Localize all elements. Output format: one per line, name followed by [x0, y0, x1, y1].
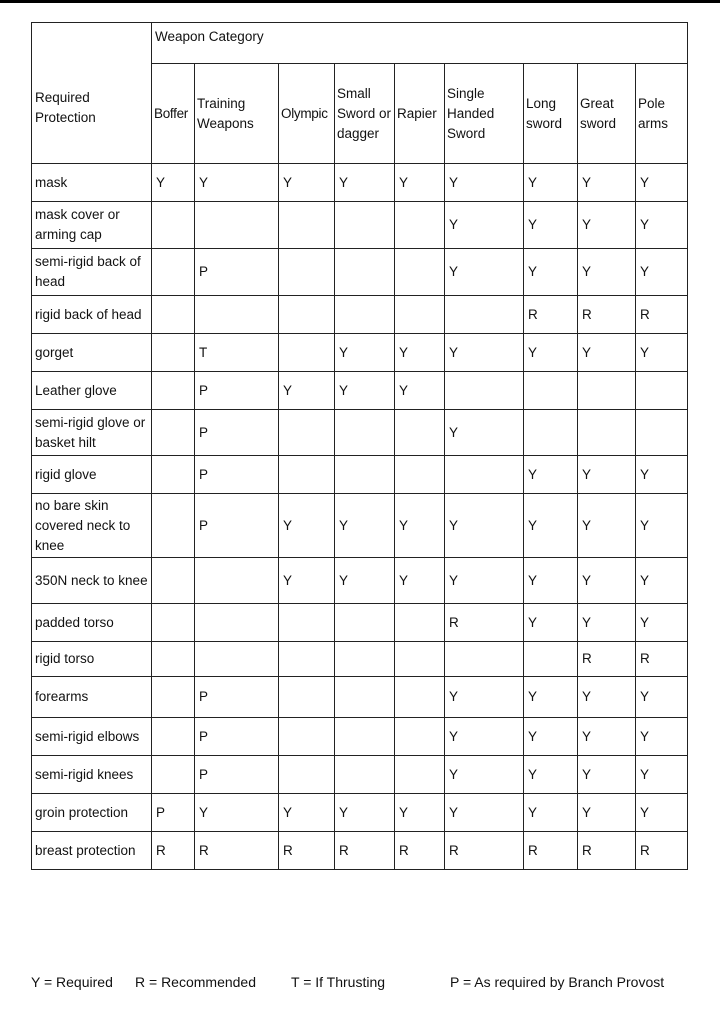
table-cell: Y — [636, 334, 688, 372]
required-protection-header: Required Protection — [32, 23, 152, 164]
table-cell: Y — [578, 718, 636, 756]
table-cell: Y — [524, 794, 578, 832]
table-cell: Y — [395, 558, 445, 604]
table-cell: Y — [578, 794, 636, 832]
table-cell — [152, 642, 195, 677]
row-label: semi-rigid glove or basket hilt — [32, 410, 152, 456]
table-cell — [279, 202, 335, 249]
row-label: no bare skin covered neck to knee — [32, 494, 152, 558]
table-cell — [524, 372, 578, 410]
table-cell: T — [195, 334, 279, 372]
table-cell — [578, 372, 636, 410]
table-cell — [152, 604, 195, 642]
table-cell — [636, 410, 688, 456]
table-cell: Y — [636, 249, 688, 296]
table-cell: Y — [524, 164, 578, 202]
table-cell — [152, 456, 195, 494]
row-label: semi-rigid knees — [32, 756, 152, 794]
table-cell: R — [636, 296, 688, 334]
table-row — [32, 756, 688, 794]
table-row — [32, 718, 688, 756]
table-row — [32, 794, 688, 832]
table-cell — [395, 410, 445, 456]
table-cell — [152, 334, 195, 372]
table-cell: Y — [279, 558, 335, 604]
table-row — [32, 677, 688, 718]
table-cell: Y — [335, 334, 395, 372]
table-cell: R — [578, 642, 636, 677]
table-cell — [335, 249, 395, 296]
table-cell: Y — [395, 334, 445, 372]
table-cell — [152, 372, 195, 410]
table-row — [32, 456, 688, 494]
table-cell — [636, 372, 688, 410]
table-cell — [152, 677, 195, 718]
table-cell: P — [195, 410, 279, 456]
row-label: rigid torso — [32, 642, 152, 677]
table-row — [32, 604, 688, 642]
table-cell: Y — [578, 334, 636, 372]
column-header: Pole arms — [636, 64, 688, 164]
table-row — [32, 249, 688, 296]
table-cell: Y — [445, 677, 524, 718]
table-cell: R — [445, 832, 524, 870]
table-cell — [524, 642, 578, 677]
table-cell: P — [152, 794, 195, 832]
table-cell: Y — [445, 249, 524, 296]
table-cell: R — [636, 832, 688, 870]
legend-thrusting: T = If Thrusting — [291, 974, 386, 990]
table-row — [32, 832, 688, 870]
row-label: groin protection — [32, 794, 152, 832]
protection-table — [31, 22, 688, 870]
table-cell: Y — [636, 677, 688, 718]
table-cell — [395, 642, 445, 677]
column-header: Boffer — [152, 64, 195, 164]
table-cell: Y — [578, 202, 636, 249]
table-cell: Y — [445, 756, 524, 794]
table-cell — [152, 296, 195, 334]
table-cell: Y — [578, 456, 636, 494]
table-cell — [279, 456, 335, 494]
table-cell: Y — [445, 794, 524, 832]
table-cell: R — [636, 642, 688, 677]
table-cell: R — [195, 832, 279, 870]
row-label: mask cover or arming cap — [32, 202, 152, 249]
table-cell: Y — [578, 677, 636, 718]
table-cell — [395, 296, 445, 334]
table-cell: Y — [578, 164, 636, 202]
table-cell: Y — [279, 372, 335, 410]
row-label: breast protection — [32, 832, 152, 870]
legend-required: Y = Required — [31, 974, 113, 990]
table-cell: Y — [152, 164, 195, 202]
table-cell — [395, 202, 445, 249]
table-cell: Y — [578, 494, 636, 558]
table-cell: Y — [524, 494, 578, 558]
table-cell — [335, 718, 395, 756]
table-cell: Y — [279, 494, 335, 558]
table-cell: P — [195, 494, 279, 558]
table-row — [32, 296, 688, 334]
table-cell — [395, 718, 445, 756]
table-row — [32, 164, 688, 202]
row-label: Leather glove — [32, 372, 152, 410]
row-label: semi-rigid elbows — [32, 718, 152, 756]
table-cell — [335, 296, 395, 334]
table-cell — [152, 202, 195, 249]
table-cell — [152, 558, 195, 604]
table-cell: Y — [445, 718, 524, 756]
table-cell: Y — [636, 456, 688, 494]
table-row — [32, 372, 688, 410]
table-cell: R — [578, 296, 636, 334]
table-cell — [335, 756, 395, 794]
table-cell: Y — [395, 794, 445, 832]
table-cell: Y — [524, 202, 578, 249]
table-cell: Y — [395, 372, 445, 410]
table-cell: Y — [524, 558, 578, 604]
table-cell: Y — [636, 494, 688, 558]
table-cell — [279, 334, 335, 372]
table-cell: Y — [578, 604, 636, 642]
table-cell — [395, 456, 445, 494]
table-cell: Y — [445, 558, 524, 604]
table-cell: R — [445, 604, 524, 642]
weapon-category-header: Weapon Category — [152, 23, 688, 64]
row-label: rigid glove — [32, 456, 152, 494]
table-cell: Y — [636, 794, 688, 832]
column-header: Training Weapons — [195, 64, 279, 164]
table-cell: Y — [524, 677, 578, 718]
table-cell: Y — [636, 558, 688, 604]
table-cell — [524, 410, 578, 456]
table-cell: Y — [524, 334, 578, 372]
table-cell: Y — [524, 604, 578, 642]
row-label: padded torso — [32, 604, 152, 642]
table-cell: Y — [524, 249, 578, 296]
table-cell: Y — [636, 718, 688, 756]
table-cell — [279, 604, 335, 642]
table-cell: Y — [445, 410, 524, 456]
table-row — [32, 334, 688, 372]
table-cell: Y — [335, 558, 395, 604]
table-cell: R — [279, 832, 335, 870]
table-cell — [445, 372, 524, 410]
table-cell — [279, 718, 335, 756]
table-cell — [578, 410, 636, 456]
table-cell: Y — [335, 494, 395, 558]
row-label: mask — [32, 164, 152, 202]
table-cell: Y — [636, 604, 688, 642]
table-cell — [445, 642, 524, 677]
table-cell — [152, 718, 195, 756]
table-cell: Y — [195, 164, 279, 202]
table-cell — [445, 296, 524, 334]
table-cell: Y — [445, 494, 524, 558]
table-cell: P — [195, 456, 279, 494]
table-cell: P — [195, 677, 279, 718]
table-cell — [335, 202, 395, 249]
table-row — [32, 558, 688, 604]
table-body — [32, 164, 688, 870]
table-cell: Y — [279, 164, 335, 202]
top-rule — [0, 0, 720, 3]
table-cell — [395, 249, 445, 296]
table-cell: Y — [335, 794, 395, 832]
table-cell — [152, 410, 195, 456]
table-cell — [335, 677, 395, 718]
table-cell: Y — [195, 794, 279, 832]
column-header: Great sword — [578, 64, 636, 164]
table-cell: P — [195, 249, 279, 296]
table-cell — [279, 642, 335, 677]
table-cell — [195, 202, 279, 249]
table-cell: Y — [335, 164, 395, 202]
table-cell: Y — [578, 756, 636, 794]
table-cell — [279, 410, 335, 456]
row-label: semi-rigid back of head — [32, 249, 152, 296]
table-cell — [152, 756, 195, 794]
table-cell — [335, 642, 395, 677]
table-cell — [335, 456, 395, 494]
table-cell — [195, 604, 279, 642]
column-header: Rapier — [395, 64, 445, 164]
table-cell — [445, 456, 524, 494]
table-cell: R — [152, 832, 195, 870]
table-cell: Y — [636, 202, 688, 249]
table-cell: Y — [578, 249, 636, 296]
table-cell: P — [195, 718, 279, 756]
legend-provost: P = As required by Branch Provost — [450, 974, 665, 990]
table-cell: Y — [524, 456, 578, 494]
table-cell — [395, 604, 445, 642]
table-cell — [279, 296, 335, 334]
row-label: gorget — [32, 334, 152, 372]
table-row — [32, 410, 688, 456]
column-header: Small Sword or dagger — [335, 64, 395, 164]
table-cell — [335, 604, 395, 642]
column-header: Olympic — [279, 64, 335, 164]
table-cell: Y — [524, 718, 578, 756]
table-cell — [152, 249, 195, 296]
table-cell — [279, 756, 335, 794]
row-label: rigid back of head — [32, 296, 152, 334]
table-cell: Y — [395, 164, 445, 202]
table-cell: R — [524, 832, 578, 870]
table-cell: R — [335, 832, 395, 870]
table-cell: Y — [578, 558, 636, 604]
table-cell: Y — [335, 372, 395, 410]
table-cell: Y — [395, 494, 445, 558]
table-cell: Y — [636, 164, 688, 202]
table-cell — [279, 677, 335, 718]
table-cell: Y — [445, 334, 524, 372]
table-cell — [395, 756, 445, 794]
table-row — [32, 642, 688, 677]
table-cell: P — [195, 756, 279, 794]
row-label: 350N neck to knee — [32, 558, 152, 604]
row-label: forearms — [32, 677, 152, 718]
table-cell: Y — [636, 756, 688, 794]
table-cell — [195, 558, 279, 604]
table-cell — [195, 642, 279, 677]
table-cell — [335, 410, 395, 456]
table-cell: R — [578, 832, 636, 870]
table-cell — [152, 494, 195, 558]
table-row — [32, 494, 688, 558]
table-cell: Y — [445, 202, 524, 249]
legend-recommended: R = Recommended — [135, 974, 257, 990]
table-cell: Y — [445, 164, 524, 202]
column-header: Single Handed Sword — [445, 64, 524, 164]
table-row — [32, 202, 688, 249]
table-cell: R — [524, 296, 578, 334]
table-cell: P — [195, 372, 279, 410]
table-cell — [395, 677, 445, 718]
table-cell: R — [395, 832, 445, 870]
table-cell — [195, 296, 279, 334]
table-cell: Y — [524, 756, 578, 794]
column-header: Long sword — [524, 64, 578, 164]
table-cell: Y — [279, 794, 335, 832]
table-cell — [279, 249, 335, 296]
